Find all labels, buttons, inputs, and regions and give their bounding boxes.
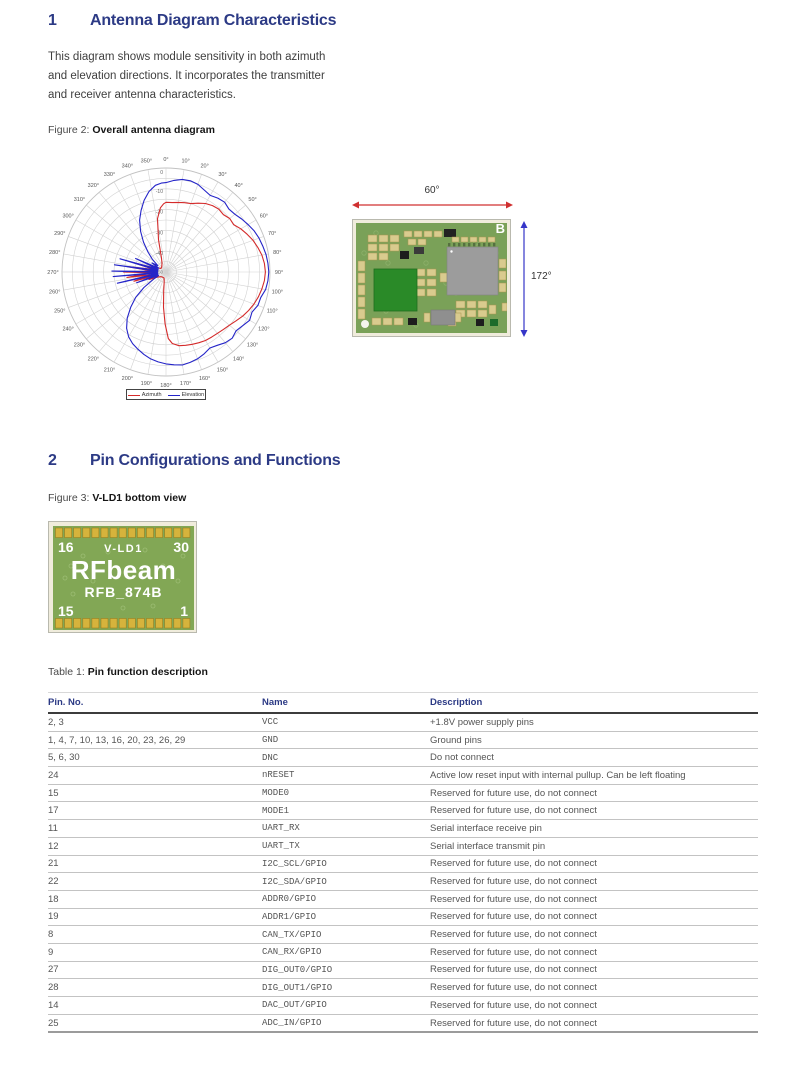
svg-text:180°: 180° bbox=[160, 382, 172, 389]
svg-text:340°: 340° bbox=[121, 163, 134, 170]
legend-item-elevation bbox=[168, 392, 205, 398]
table-row bbox=[48, 802, 758, 820]
header-description: Description bbox=[430, 693, 758, 714]
figure-2-caption-title: Overall antenna diagram bbox=[92, 124, 215, 136]
vertical-beamwidth-label: 172° bbox=[531, 271, 552, 282]
pin-no-cell: 18 bbox=[48, 890, 262, 908]
horizontal-beamwidth-label: 60° bbox=[424, 185, 440, 196]
description-cell: Serial interface transmit pin bbox=[430, 837, 758, 855]
svg-text:220°: 220° bbox=[87, 356, 100, 363]
table-header-row bbox=[48, 693, 758, 714]
name-cell: MODE1 bbox=[262, 802, 430, 820]
svg-text:210°: 210° bbox=[103, 367, 116, 374]
name-cell: DAC_OUT/GPIO bbox=[262, 997, 430, 1015]
name-cell: DIG_OUT1/GPIO bbox=[262, 979, 430, 997]
name-cell: I2C_SDA/GPIO bbox=[262, 873, 430, 891]
intro-paragraph bbox=[48, 48, 325, 105]
svg-text:300°: 300° bbox=[62, 213, 74, 220]
table-row bbox=[48, 749, 758, 767]
name-cell: VCC bbox=[262, 713, 430, 731]
name-cell: DIG_OUT0/GPIO bbox=[262, 961, 430, 979]
legend-label-elevation: Elevation bbox=[181, 391, 205, 398]
table-row bbox=[48, 820, 758, 838]
table-row bbox=[48, 979, 758, 997]
svg-text:70°: 70° bbox=[268, 231, 277, 238]
elevation-line-swatch bbox=[168, 395, 180, 396]
svg-text:50°: 50° bbox=[248, 197, 257, 204]
figure-2-caption bbox=[48, 124, 215, 136]
module-photo-pcb bbox=[356, 223, 507, 333]
svg-text:80°: 80° bbox=[273, 250, 282, 257]
svg-text:290°: 290° bbox=[54, 231, 66, 238]
pin-no-cell: 24 bbox=[48, 767, 262, 785]
model-silkscreen: V-LD1 bbox=[104, 543, 143, 555]
description-cell: Reserved for future use, do not connect bbox=[430, 1014, 758, 1032]
module-photo-frame bbox=[352, 219, 511, 337]
name-cell: ADC_IN/GPIO bbox=[262, 1014, 430, 1032]
header-pin-no: Pin. No. bbox=[48, 693, 262, 714]
pin-no-cell: 25 bbox=[48, 1014, 262, 1032]
table-1-caption-prefix: Table 1: bbox=[48, 666, 88, 678]
name-cell: UART_TX bbox=[262, 837, 430, 855]
svg-text:200°: 200° bbox=[121, 375, 134, 382]
svg-text:230°: 230° bbox=[73, 342, 86, 349]
svg-text:-30: -30 bbox=[155, 230, 163, 237]
name-cell: MODE0 bbox=[262, 784, 430, 802]
description-cell: Ground pins bbox=[430, 731, 758, 749]
pin-no-cell: 9 bbox=[48, 943, 262, 961]
description-cell: Serial interface receive pin bbox=[430, 820, 758, 838]
pin-16-label: 16 bbox=[58, 539, 74, 555]
table-row bbox=[48, 713, 758, 731]
table-row bbox=[48, 731, 758, 749]
table-row bbox=[48, 855, 758, 873]
description-cell: Reserved for future use, do not connect bbox=[430, 784, 758, 802]
name-cell: nRESET bbox=[262, 767, 430, 785]
pin-no-cell: 5, 6, 30 bbox=[48, 749, 262, 767]
svg-text:280°: 280° bbox=[49, 250, 61, 257]
pin-no-cell: 17 bbox=[48, 802, 262, 820]
figure-2-caption-prefix: Figure 2: bbox=[48, 124, 93, 136]
table-1-caption bbox=[48, 666, 208, 678]
svg-text:110°: 110° bbox=[266, 308, 278, 315]
description-cell: Reserved for future use, do not connect bbox=[430, 908, 758, 926]
board-revision-label: B bbox=[495, 221, 505, 236]
table-row bbox=[48, 943, 758, 961]
svg-text:-10: -10 bbox=[155, 188, 163, 195]
svg-text:320°: 320° bbox=[87, 183, 100, 190]
figure-3-caption bbox=[48, 492, 186, 504]
figure-3-caption-prefix: Figure 3: bbox=[48, 492, 93, 504]
svg-text:130°: 130° bbox=[246, 342, 259, 349]
description-cell: Do not connect bbox=[430, 749, 758, 767]
table-row bbox=[48, 837, 758, 855]
pin-no-cell: 19 bbox=[48, 908, 262, 926]
table-row bbox=[48, 926, 758, 944]
part-silkscreen: RFB_874B bbox=[84, 584, 163, 600]
svg-text:-50: -50 bbox=[156, 269, 163, 275]
intro-line-3: and receiver antenna characteristics. bbox=[48, 89, 236, 101]
svg-text:100°: 100° bbox=[271, 289, 283, 296]
svg-text:310°: 310° bbox=[73, 197, 86, 204]
svg-text:120°: 120° bbox=[258, 326, 270, 333]
table-row bbox=[48, 961, 758, 979]
svg-text:140°: 140° bbox=[232, 356, 245, 363]
table-row bbox=[48, 1014, 758, 1032]
svg-text:150°: 150° bbox=[216, 367, 229, 374]
name-cell: ADDR1/GPIO bbox=[262, 908, 430, 926]
table-row bbox=[48, 873, 758, 891]
name-cell: UART_RX bbox=[262, 820, 430, 838]
legend-label-azimuth: Azimuth bbox=[141, 391, 162, 398]
pin-no-cell: 21 bbox=[48, 855, 262, 873]
description-cell: Reserved for future use, do not connect bbox=[430, 979, 758, 997]
table-row bbox=[48, 890, 758, 908]
description-cell: Reserved for future use, do not connect bbox=[430, 961, 758, 979]
intro-line-1: This diagram shows module sensitivity in both azimuth bbox=[48, 51, 326, 63]
svg-text:-20: -20 bbox=[155, 209, 163, 216]
description-cell: Reserved for future use, do not connect bbox=[430, 926, 758, 944]
description-cell: Reserved for future use, do not connect bbox=[430, 873, 758, 891]
svg-text:90°: 90° bbox=[274, 269, 284, 276]
antenna-polar-chart bbox=[38, 152, 294, 398]
legend-item-azimuth bbox=[128, 392, 162, 398]
bottom-view-board bbox=[53, 526, 194, 630]
bottom-view-frame bbox=[48, 521, 197, 633]
name-cell: GND bbox=[262, 731, 430, 749]
pin-function-table bbox=[48, 692, 758, 1033]
table-1-caption-title: Pin function description bbox=[87, 666, 208, 678]
svg-text:270°: 270° bbox=[47, 269, 59, 276]
svg-text:160°: 160° bbox=[198, 375, 211, 382]
table-row bbox=[48, 997, 758, 1015]
svg-text:240°: 240° bbox=[62, 326, 74, 333]
pin-1-label: 1 bbox=[180, 603, 188, 619]
description-cell: Reserved for future use, do not connect bbox=[430, 997, 758, 1015]
svg-text:20°: 20° bbox=[200, 163, 209, 170]
table-row bbox=[48, 908, 758, 926]
table-row bbox=[48, 784, 758, 802]
figure-3-caption-title: V-LD1 bottom view bbox=[92, 492, 187, 504]
pin-no-cell: 11 bbox=[48, 820, 262, 838]
pin-no-cell: 14 bbox=[48, 997, 262, 1015]
description-cell: Active low reset input with internal pullup. Can be left floating bbox=[430, 767, 758, 785]
pin-no-cell: 28 bbox=[48, 979, 262, 997]
name-cell: CAN_RX/GPIO bbox=[262, 943, 430, 961]
pin-no-cell: 2, 3 bbox=[48, 713, 262, 731]
header-name: Name bbox=[262, 693, 430, 714]
description-cell: Reserved for future use, do not connect bbox=[430, 943, 758, 961]
svg-text:350°: 350° bbox=[140, 158, 153, 165]
pin-no-cell: 15 bbox=[48, 784, 262, 802]
svg-text:190°: 190° bbox=[140, 381, 153, 388]
brand-silkscreen: RFbeam bbox=[70, 555, 177, 585]
description-cell: +1.8V power supply pins bbox=[430, 713, 758, 731]
svg-text:170°: 170° bbox=[179, 381, 192, 388]
azimuth-line-swatch bbox=[128, 395, 140, 396]
svg-text:30°: 30° bbox=[218, 171, 227, 178]
intro-line-2: and elevation directions. It incorporates the transmitter bbox=[48, 70, 325, 82]
name-cell: ADDR0/GPIO bbox=[262, 890, 430, 908]
description-cell: Reserved for future use, do not connect bbox=[430, 802, 758, 820]
svg-text:330°: 330° bbox=[103, 171, 116, 178]
section-1-number: 1 bbox=[48, 12, 57, 29]
polar-chart-legend bbox=[126, 389, 206, 400]
svg-text:250°: 250° bbox=[54, 308, 66, 315]
name-cell: CAN_TX/GPIO bbox=[262, 926, 430, 944]
description-cell: Reserved for future use, do not connect bbox=[430, 855, 758, 873]
svg-text:260°: 260° bbox=[49, 289, 61, 296]
pin-no-cell: 27 bbox=[48, 961, 262, 979]
section-2-number: 2 bbox=[48, 452, 57, 469]
pin-no-cell: 12 bbox=[48, 837, 262, 855]
section-2-title: Pin Configurations and Functions bbox=[90, 452, 341, 469]
pin-30-label: 30 bbox=[173, 539, 189, 555]
pin-15-label: 15 bbox=[58, 603, 74, 619]
svg-text:60°: 60° bbox=[259, 213, 269, 220]
svg-text:10°: 10° bbox=[181, 158, 190, 165]
table-row bbox=[48, 767, 758, 785]
pin-no-cell: 8 bbox=[48, 926, 262, 944]
section-1-title: Antenna Diagram Characteristics bbox=[90, 12, 337, 29]
svg-text:40°: 40° bbox=[234, 183, 243, 190]
svg-text:0: 0 bbox=[160, 170, 163, 176]
svg-text:0°: 0° bbox=[163, 156, 169, 163]
pin-no-cell: 22 bbox=[48, 873, 262, 891]
svg-text:-40: -40 bbox=[155, 251, 163, 258]
name-cell: I2C_SCL/GPIO bbox=[262, 855, 430, 873]
pin-no-cell: 1, 4, 7, 10, 13, 16, 20, 23, 26, 29 bbox=[48, 731, 262, 749]
description-cell: Reserved for future use, do not connect bbox=[430, 890, 758, 908]
name-cell: DNC bbox=[262, 749, 430, 767]
